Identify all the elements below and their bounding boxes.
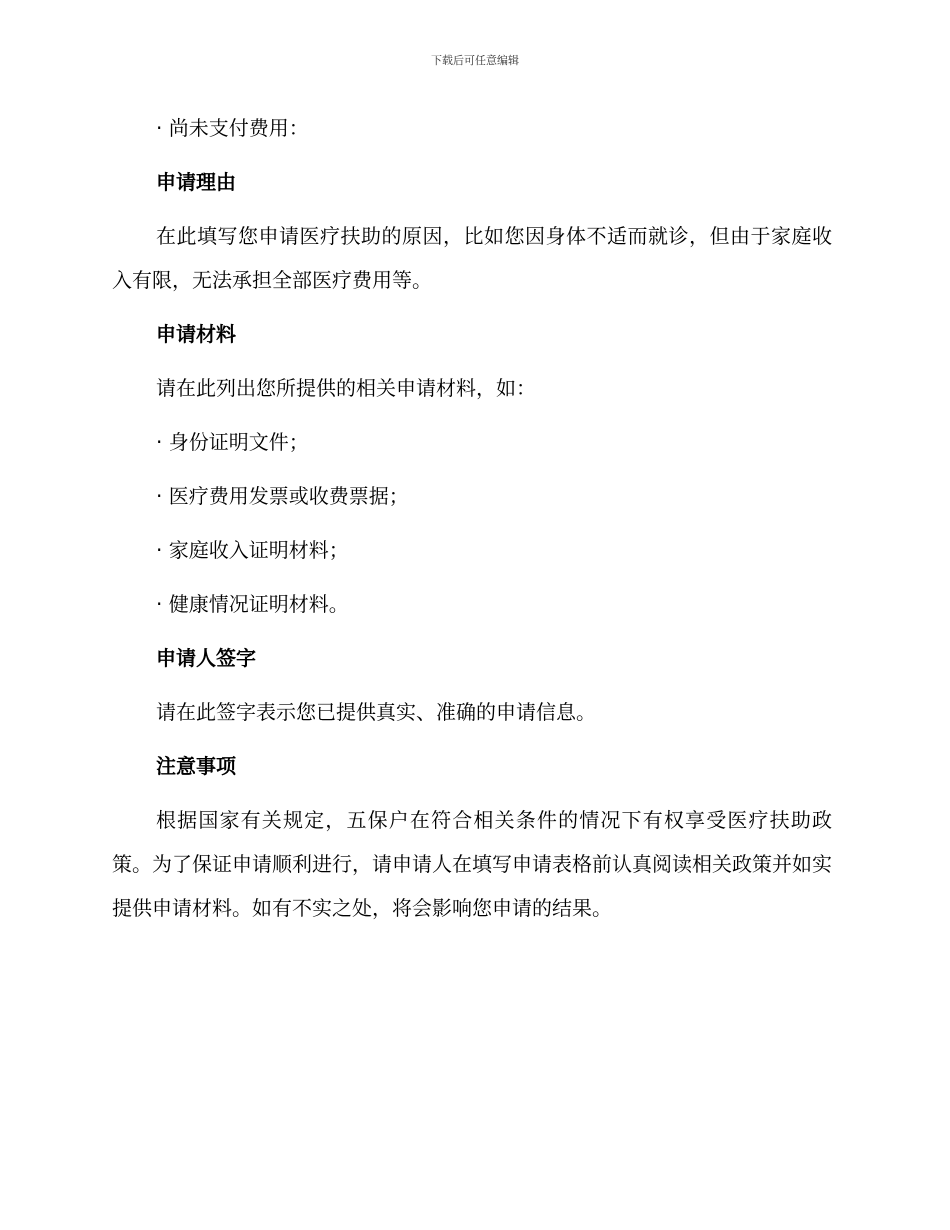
reason-heading: 申请理由 (156, 170, 236, 194)
notes-paragraph: 根据国家有关规定，五保户在符合相关条件的情况下有权享受医疗扶助政策。为了保证申请顺利进行，请申请人在填写申请表格前认真阅读相关政策并如实提供申请材料。如有不实之处，将会影响您申请的结果。 (112, 808, 832, 920)
materials-item-id: · 身份证明文件； (156, 430, 309, 454)
materials-heading: 申请材料 (156, 322, 236, 346)
materials-intro: 请在此列出您所提供的相关申请材料，如： (156, 376, 536, 400)
materials-item-health: · 健康情况证明材料。 (156, 592, 349, 616)
reason-paragraph: 在此填写您申请医疗扶助的原因，比如您因身体不适而就诊，但由于家庭收入有限，无法承担全部医疗费用等。 (112, 224, 832, 292)
materials-item-invoice: · 医疗费用发票或收费票据； (156, 484, 409, 508)
signature-heading: 申请人签字 (156, 646, 256, 670)
document-body (112, 111, 832, 945)
materials-item-income: · 家庭收入证明材料； (156, 538, 349, 562)
page-header: 下载后可任意编辑 (431, 54, 519, 67)
notes-heading: 注意事项 (156, 754, 236, 778)
signature-paragraph: 请在此签字表示您已提供真实、准确的申请信息。 (156, 700, 596, 724)
unpaid-fee-item: · 尚未支付费用： (156, 116, 309, 140)
